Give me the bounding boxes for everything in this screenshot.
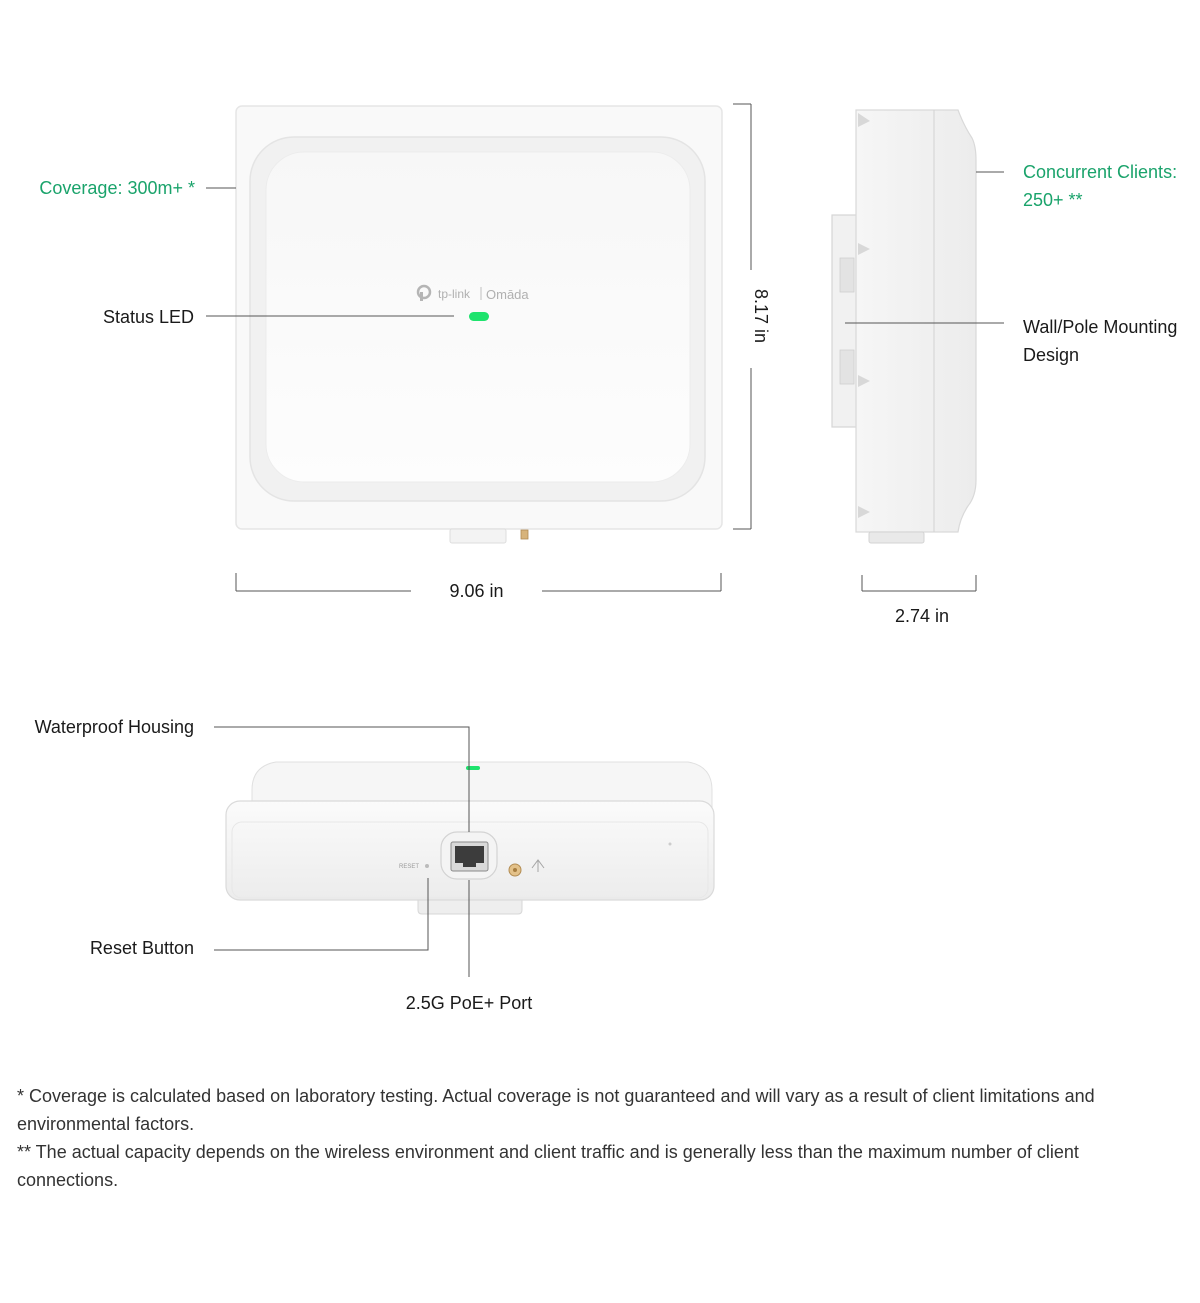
mounting-label-line1: Wall/Pole Mounting [1023,317,1178,337]
status-led [469,312,489,321]
bottom-antenna-connector [509,864,521,876]
mounting-bracket [832,215,858,427]
concurrent-clients-label-line2: 250+ ** [1023,190,1083,210]
mounting-label-line2: Design [1023,345,1080,365]
height-dimension-label: 8.17 in [751,288,771,344]
poe-port-label: 2.5G PoE+ Port [405,993,533,1013]
status-led-label: Status LED [102,307,194,327]
capacity-footnote: ** The actual capacity depends on the wireless environment and client traffic and is generally less than the maximum number of client connections. [17,1142,1079,1190]
reset-button [425,864,429,868]
reset-label: Reset Button [89,938,194,958]
concurrent-clients-label-line1: Concurrent Clients: [1023,162,1178,182]
bottom-bracket [418,900,522,914]
front-antenna-connector [521,530,528,539]
side-housing [856,110,976,532]
coverage-footnote: * Coverage is calculated based on laboratory testing. Actual coverage is not guaranteed and will vary as a result of client limitations and environmental factors. [17,1086,1095,1134]
ethernet-port-icon [451,842,488,871]
side-port-cap [869,532,924,543]
logo-product: Omāda [486,287,529,302]
coverage-label: Coverage: 300m+ * [39,178,195,198]
reset-print: RESET [399,864,420,870]
front-view [236,106,722,543]
side-view [832,110,976,543]
footnotes [17,1082,1167,1194]
logo-brand: tp-link [438,287,471,301]
depth-dimension [862,575,976,591]
depth-dimension-label: 2.74 in [894,606,950,626]
waterproof-label: Waterproof Housing [34,717,194,737]
width-dimension-label: 9.06 in [449,581,504,601]
bottom-view [226,762,714,914]
front-port-cap [450,529,506,543]
